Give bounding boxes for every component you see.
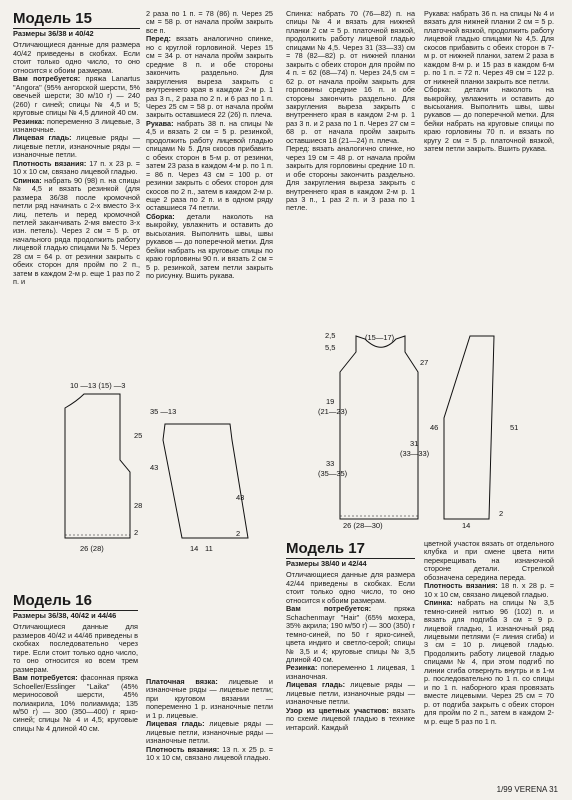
m14-dim-l4: (21—23) [318, 407, 348, 416]
m16-stitch: Лицевая гладь: лицевые ряды — лицевые петли, изнаночные ряды — изнаночные петли. [146, 719, 274, 746]
m14-back: Спинка: набрать 70 (76—82) п. на спицы № 4 и вязать для нижней планки 2 см = 5 р. платочной вязкой, продолжить работу лицевой гладью спицами № 4,5. Через 31 (33—33) см = 78 (82—82) р. от нижней планки закрыть с обеих сторон для пройм по 4 п. = 62 (68—74) п. Через 24,5 см = 62 р. от начала пройм закрыть для горловины средние 16 п. и обе стороны закончить раздельно. Для закругления выреза закрыть с внутреннего края в каждом 2-м р. 1 раз 3 п. и 2 раза по 1 п. Через 27 см = 68 р. от начала пройм закрыть оставшиеся 18 (21—24) п. плеча. [286, 9, 415, 145]
m15-rib: Резинка: попеременно 3 лицевые, 3 изнаночные. [13, 116, 140, 134]
m14-dim-l7: (35—35) [318, 469, 348, 478]
m17-rib: Резинка: попеременно 1 лицевая, 1 изнаночная. [286, 663, 415, 681]
m14-dim-l5: 27 [420, 358, 429, 367]
m16-garter: Платочная вязка: лицевые и изнаночные ряды — лицевые петли; при круговом вязании — попеременно 1 р. изнаночные петли и 1 р. лицевые. [146, 677, 274, 720]
m16-col1 [13, 592, 138, 733]
m15-sl-l2: 2 [236, 529, 241, 538]
m15-dim-l2: 43 [150, 463, 159, 472]
m16-gauge: Плотность вязания: 13 п. x 25 р. = 10 x 10 см, связано лицевой гладью. [146, 744, 273, 763]
m17-gauge: Плотность вязания: 18 п. x 28 р. = 10 x 10 см, связано лицевой гладью. [424, 581, 554, 599]
m17-stitch: Лицевая гладь: лицевые ряды — лицевые петли, изнаночные ряды — изнаночные петли. [286, 680, 416, 707]
m14-dim-l8: 31 [410, 439, 419, 448]
m14-front: Перед: вязать аналогично спинке, но через 19 см = 48 р. от начала пройм закрыть для горловины средние 10 п. и обе стороны закончить раздельно. Для закругления выреза закрыть с внутреннего края в каждом 2-м р. 1 раз 3 п., 1 раз 2 п. и 3 раза по 1 петле. [286, 144, 415, 213]
m17-back: Спинка: набрать на спицы № 3,5 темно-синей нитью 96 (102) п. и вязать для подгиба 3 см = 9 р. лицевой гладью, 1 изнаночный ряд лицевыми петлями (= линия сгиба) и 3 см = 10 р. лицевой гладью. Продолжить работу лицевой гладью спицами № 4, при этом подгиб по линии сгиба отвернуть внутрь и в 1-м р. последовательно по 1 п. со спицы и по 1 п. наборного края провязать вместе лицевыми. Через 25 см = 70 р. от подгиба закрыть с обеих сторон для пройм по 2 п., затем в каждом 2-м р. еще 5 раз по 1 п. [424, 598, 554, 726]
m15-sl-bottom2: 11 [205, 544, 213, 553]
m17-pattern-cont: цветной участок вязать от отдельного клубка и при смене цвета нити перекрещивать на изнаночной стороне детали. Стрелкой обозначена середина переда. [424, 539, 554, 582]
m14-dim-l3: 19 [326, 397, 335, 406]
m15-back: Спинка: набрать 90 (98) п. на спицы № 4,5 и вязать резинкой (для размера 36/38 после кромочной петли ряд начинать с 2-х вместо 3-х лиц. петель и перед кромочной петлей заканчивать 2-мя вместо 3-х изн. петель). Через 2 см = 5 р. от начального ряда продолжить работу лицевой гладью спицами № 5. Через 28 см = 64 р. от резинки закрыть с обеих сторон для пройм по 2 п., затем в каждом 2-м р. еще 1 раз по 2 п. и [13, 175, 141, 287]
m14-assembly: Сборка: детали наколоть на выкройку, увлажнить и оставить до высыхания. Выполнить швы, швы рукавов — до поперечной метки. Для бейки набрать на круговые спицы по краю горловины 70 п. и вязать по кругу 2 см = 5 р. платочной вязкой, затем петли закрыть. Вшить рукава. [424, 85, 554, 154]
m15-materials: Вам потребуется: пряжа Lanartus "Angora" (95% ангорской шерсти, 5% овечьей шерсти; 30 м/10 г) — 240 (260) г синей; спицы № 4,5 и 5; круговые спицы № 4,5 длиной 40 см. [13, 74, 140, 118]
m15-gauge: Плотность вязания: 17 п. x 23 р. = 10 x 10 см, связано лицевой гладью. [13, 158, 140, 177]
m15-sl-top: 35 —13 [150, 407, 177, 416]
m14-sl-l2: 51 [510, 423, 519, 432]
m14-sl-l1: 46 [430, 423, 439, 432]
m14-dim-l9: (33—33) [400, 449, 430, 458]
m16-sizes: Размеры 36/38, 40/42 и 44/46 [13, 611, 117, 620]
m14-dim-top: (15—17) [365, 333, 395, 342]
m14-sl-l3: 2 [499, 509, 504, 518]
m14-dim-l2: 5,5 [325, 343, 336, 352]
m16-title: Модель 16 [13, 592, 92, 609]
m16-intro: Отличающиеся данные для размеров 40/42 и 44/46 приведены в скобках последовательно через тире. Если стоит только одно число, то оно относится ко всем трем размерам. [13, 622, 138, 674]
m14-sleeve: Рукава: набрать 36 п. на спицы № 4 и вязать для нижней планки 2 см = 5 р. платочной вязкой, продолжить работу лицевой гладью спицами № 4,5. Для скосов прибавить с обеих сторон в 7-м р. от нижней планки, затем 2 раза в каждом 8-м р. и 15 раз в каждом 6-м р. по 1 п. = 72 п. Через 49 см = 122 р. от нижней планки закрыть все петли. [424, 9, 554, 86]
m14-dim-l1: 2,5 [325, 331, 336, 340]
m15-front: Перед: вязать аналогично спинке, но с круглой горловиной. Через 15 см = 34 р. от начала пройм закрыть средние 8 п. и обе стороны закончить раздельно. Для закругления выреза закрыть с внутреннего края в каждом 2-м р. 1 раз 3 п., 2 раза по 2 п. и 6 раз по 1 п. Через 25 см = 58 р. от начала пройм закрыть оставшиеся 22 (26) п. плеча. [146, 34, 273, 120]
m15-sl-l1: 43 [236, 493, 245, 502]
m15-assembly: Сборка: детали наколоть на выкройку, увлажнить и оставить до высыхания. Выполнить швы, швы рукавов — до поперечной метки. Для бейки набрать на круговые спицы по краю горловины 90 п. и вязать 2 см = 5 р. резинкой, затем петли закрыть по рисунку. Вшить рукава. [146, 211, 273, 281]
m15-sl-bottom: 14 [190, 544, 199, 553]
m14-dim-bottom: 26 (28—30) [343, 521, 383, 530]
m16-materials: Вам потребуется: фасонная пряжа Schoeller/Esslinger "Laika" (45% мериносовой шерсти, 45% полиакрила, 10% полиамида; 135 м/50 г) — 300 (350—400) г ярко-синей; спицы № 4 и 4,5; круговые спицы № 4 длиной 40 см. [13, 673, 138, 733]
m15-title: Модель 15 [13, 10, 92, 27]
m15-sleeve: Рукава: набрать 38 п. на спицы № 4,5 и вязать 2 см = 5 р. резинкой, продолжить работу лицевой гладью спицами № 5. Для скосов прибавить с обеих сторон в 5-м р. от резинки, затем 23 раза в каждом 4-м р. по 1 п. = 86 п. Через 43 см = 100 р. от резинки закрыть с обеих сторон для скосов по 2 п., затем в каждом 2-м р. еще 2 раза по 2 п. и в одном ряду оставшиеся 74 петли. [146, 118, 273, 213]
m15-dim-bottom: 26 (28) [80, 544, 104, 553]
m15-back-cont: 2 раза по 1 п. = 78 (86) п. Через 25 см = 58 р. от начала пройм закрыть все п. [146, 9, 273, 35]
m14-back-piece [340, 336, 418, 519]
m17-col2 [424, 540, 554, 726]
m15-dim-l4: 2 [134, 528, 139, 537]
m17-pattern: Узор из цветных участков: вязать по схеме лицевой гладью в технике интарсий. Каждый [286, 705, 415, 732]
m14-sleeve-piece [444, 336, 494, 519]
m15-dim-l3: 28 [134, 501, 143, 510]
m16-col2 [146, 678, 273, 763]
m15-sizes: Размеры 36/38 и 40/42 [13, 29, 94, 38]
m17-sizes: Размеры 38/40 и 42/44 [286, 559, 367, 568]
m15-front-piece [65, 394, 130, 538]
m15-intro: Отличающиеся данные для размера 40/42 приведены в скобках. Если стоит только одно число, то оно относится к обоим размерам. [13, 40, 140, 75]
m15-dim-top: 10 —13 (15) —3 [70, 381, 126, 390]
m17-materials: Вам потребуется: пряжа Schachenmayr "Hair" (65% мохера, 35% акрила; 190 м/50 г) — 300 (350) г темно-синей, по 50 г ярко-синей, цвета индиго и светло-серой; спицы № 3,5 и 4; круговые спицы № 3,5 длиной 40 см. [286, 604, 415, 664]
m14-dim-l6: 33 [326, 459, 335, 468]
page-footer: 1/99 VERENA 31 [496, 785, 558, 794]
m17-col1 [286, 540, 415, 732]
m15-stitch: Лицевая гладь: лицевые ряды — лицевые петли, изнаночные ряды — изнаночные петли. [13, 133, 141, 160]
m15-sleeve-piece [163, 424, 248, 538]
m17-title: Модель 17 [286, 540, 365, 557]
m17-intro: Отличающиеся данные для размера 42/44 приведены в скобках. Если стоит только одно число, то оно относится к обоим размерам. [286, 570, 415, 605]
m15-dim-l1: 25 [134, 431, 143, 440]
m14-sl-bottom: 14 [462, 521, 471, 530]
